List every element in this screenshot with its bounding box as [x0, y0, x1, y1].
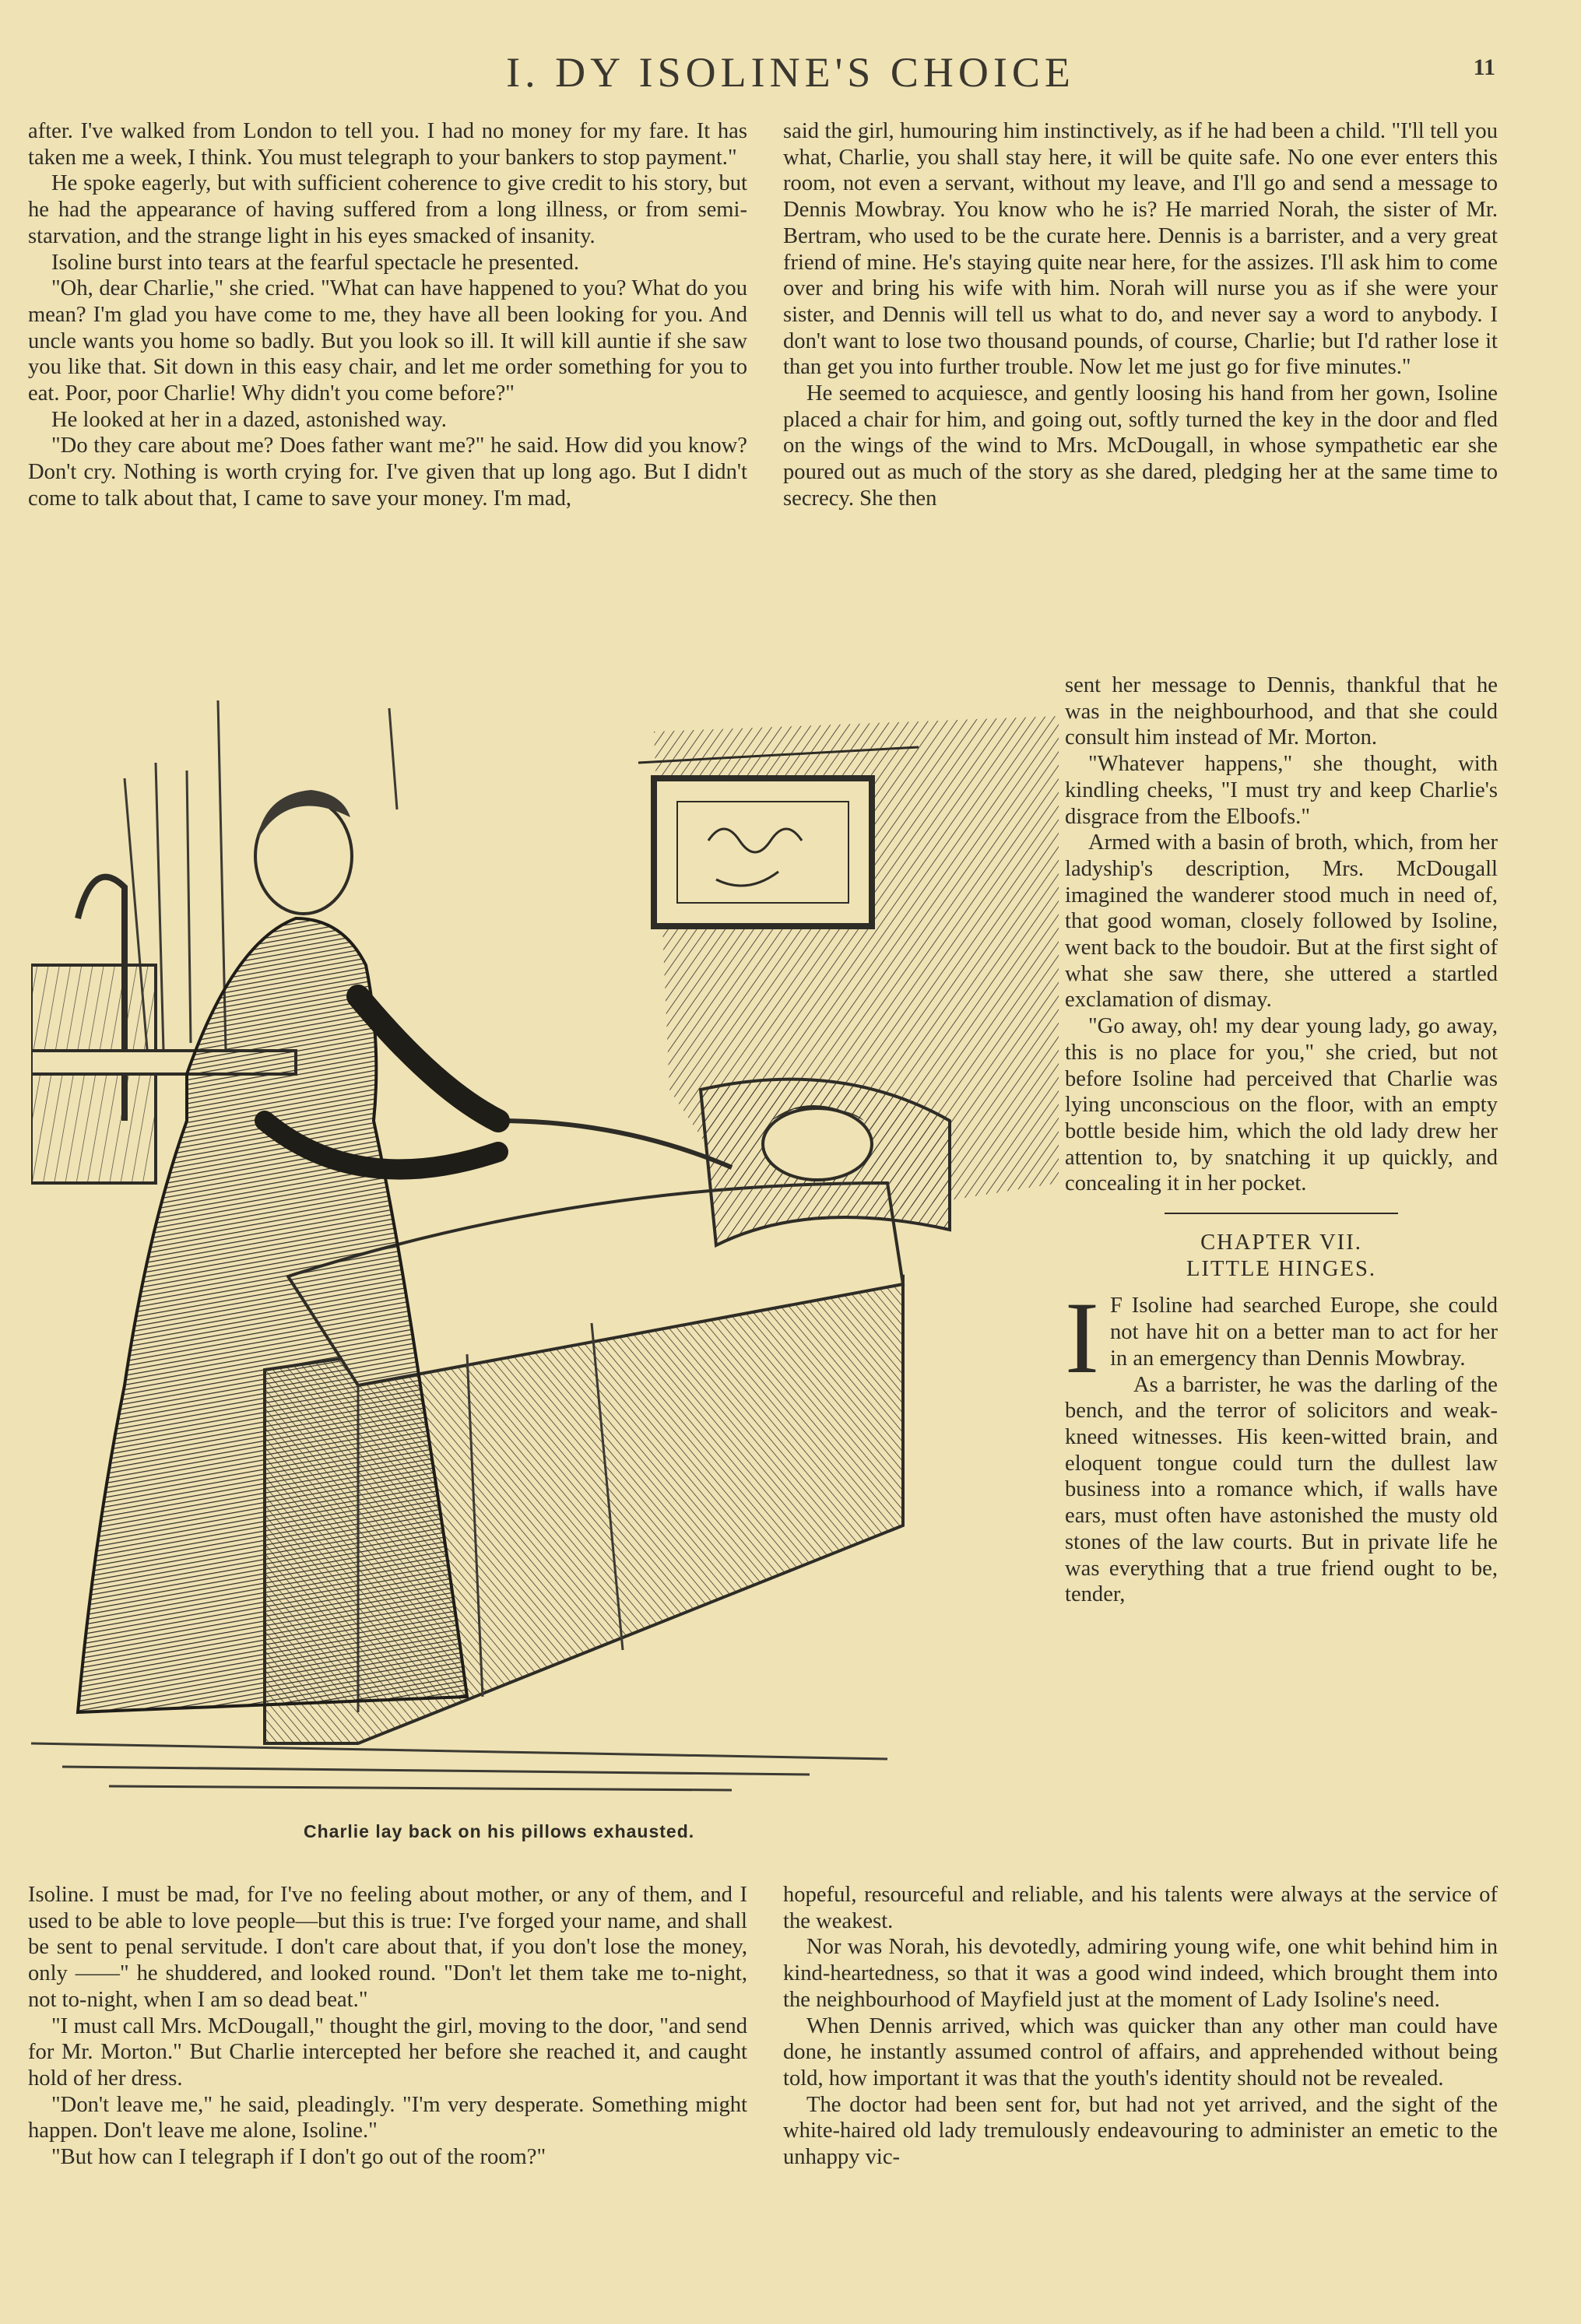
page-number: 11: [1473, 54, 1495, 80]
chapter-opening-paragraph: [1065, 1280, 1498, 1395]
paragraph: Isoline burst into tears at the fearful spectacle he presented.: [51, 250, 580, 275]
paragraph: hopeful, resourceful and reliable, and his talents were always at the service of the weakest.: [783, 1883, 1498, 1933]
paragraph: "Do they care about me? Does father want me?" he said. How did you know? Don't cry. Nothing is worth crying for. I've given that up long ago. But I didn't come to talk about that, I came to save your money. I'm mad,: [28, 434, 747, 511]
paragraph: "But how can I telegraph if I don't go out of the room?": [51, 2145, 546, 2170]
chapter-number: CHAPTER VII.: [1200, 1230, 1362, 1255]
right-column-top: [783, 118, 1498, 512]
illustration-caption: Charlie lay back on his pillows exhausted.: [304, 1821, 695, 1841]
paragraph: "Don't leave me," he said, pleadingly. "I'm very desperate. Something might happen. Don't leave me alone, Isoline.": [28, 2092, 747, 2143]
paragraph: after. I've walked from London to tell you. I had no money for my fare. It has taken me a week, I think. You must telegraph to your bankers to stop payment.": [28, 119, 747, 170]
paragraph: Armed with a basin of broth, which, from her ladyship's description, Mrs. McDougall imagined the wanderer stood much in need of, that good woman, closely followed by Isoline, went back to the boudoir. But at the first sight of what she saw there, she uttered a startled exclamation of dismay.: [1065, 830, 1498, 1013]
paragraph: "Whatever happens," she thought, with kindling cheeks, "I must try and keep Charlie's disgrace from the Elboofs.": [1065, 752, 1498, 829]
drop-cap: I: [1065, 1280, 1099, 1395]
wall-picture-frame: [654, 778, 872, 926]
right-column-narrow: [1065, 672, 1498, 1608]
paragraph: He seemed to acquiesce, and gently loosing his hand from her gown, Isoline placed a chair for him, and going out, softly turned the key in the door and fled on the wings of the wind to Mrs. McDougall, in whose sympathetic ear she poured out as much of the story as she dared, pledging her at the same time to secrecy. She then: [783, 381, 1498, 511]
paragraph: Nor was Norah, his devotedly, admiring young wife, one whit behind him in kind-heartedness, so that it was a good wind indeed, which brought them into the neighbourhood of Mayfield just at the moment of Lady Isoline's need.: [783, 1935, 1498, 2012]
paragraph: When Dennis arrived, which was quicker than any other man could have done, he instantly assumed control of affairs, and apprehended without being told, how important it was that the youth's identity should not be revealed.: [783, 2013, 1498, 2091]
patient-head: [763, 1108, 872, 1180]
paragraph: said the girl, humouring him instinctively, as if he had been a child. "I'll tell you what, Charlie, you shall stay here, it will be quite safe. No one ever enters this room, not even a servant, without my leave, and I'll go and send a message to Dennis Mowbray. You know who he is? He married Norah, the sister of Mr. Bertram, who used to be the curate here. Dennis is a barrister, and a very great friend of mine. He's staying quite near here, for the assizes. I'll ask him to come over and bring his wife with him. Norah will nurse you as if she were your sister, and Dennis will tell us what to do, and never say a word to anybody. I don't want to lose two thousand pounds, of course, Charlie; but I'd rather lose it than get you into further trouble. Now let me just go for five minutes.": [783, 119, 1498, 380]
paragraph: "Oh, dear Charlie," she cried. "What can have happened to you? What do you mean? I'm glad you have come to me, they have all been looking for you. And uncle wants you home so badly. But you look so ill. It will kill auntie if she saw you like that. Sit down in this easy chair, and let me order something for you to eat. Poor, poor Charlie! Why didn't you come before?": [28, 276, 747, 406]
section-divider: [1165, 1213, 1398, 1214]
paragraph: The doctor had been sent for, but had not yet arrived, and the sight of the white-haired old lady tremulously endeavouring to administer an emetic to the unhappy vic-: [783, 2092, 1498, 2170]
left-column-bottom: [28, 1882, 747, 2171]
paragraph: "Go away, oh! my dear young lady, go away, this is no place for you," she cried, but not before Isoline had perceived that Charlie was lying unconscious on the floor, with an empty bottle beside him, which the old lady drew her attention to, by snatching it up quickly, and concealing it in her pocket.: [1065, 1014, 1498, 1196]
paragraph: "I must call Mrs. McDougall," thought the girl, moving to the door, "and send for Mr. Morton." But Charlie intercepted her before she reached it, and caught hold of her dress.: [28, 2013, 747, 2091]
paragraph: He spoke eagerly, but with sufficient coherence to give credit to his story, but he had the appearance of having suffered from a long illness, or from semi-starvation, and the strange light in his eyes smacked of insanity.: [28, 171, 747, 248]
paragraph: sent her message to Dennis, thankful that he was in the neighbourhood, and that she could consult him instead of Mr. Morton.: [1065, 673, 1498, 750]
left-column-top: [28, 118, 747, 512]
paragraph: He looked at her in a dazed, astonished way.: [51, 407, 447, 432]
paragraph: As a barrister, he was the darling of the bench, and the terror of solicitors and weak-kneed witnesses. His keen-witted brain, and eloquent tongue could turn the dullest law business into a romance which, if walls have ears, must often have astonished the musty old stones of the law courts. But in private life he was everything that a true friend ought to be, tender,: [1065, 1372, 1498, 1607]
running-title: I. DY ISOLINE'S CHOICE: [506, 49, 1075, 96]
paragraph: Isoline. I must be mad, for I've no feeling about mother, or any of them, and I used to be able to love people—but this is true: I've forged your name, and shall be sent to penal servitude. I don't care about that, if you don't lose the money, only ——" he shuddered, and looked round. "Don't let them take me to-night, not to-night, when I am so dead beat.": [28, 1883, 747, 2012]
opening-text: F Isoline had searched Europe, she could not have hit on a better man to act for her in an emergency than Dennis Mowbray.: [1109, 1294, 1498, 1371]
illustration-sickroom-engraving: [31, 685, 1059, 1806]
chapter-title: LITTLE HINGES.: [1186, 1256, 1376, 1281]
right-column-bottom: [783, 1882, 1498, 2171]
